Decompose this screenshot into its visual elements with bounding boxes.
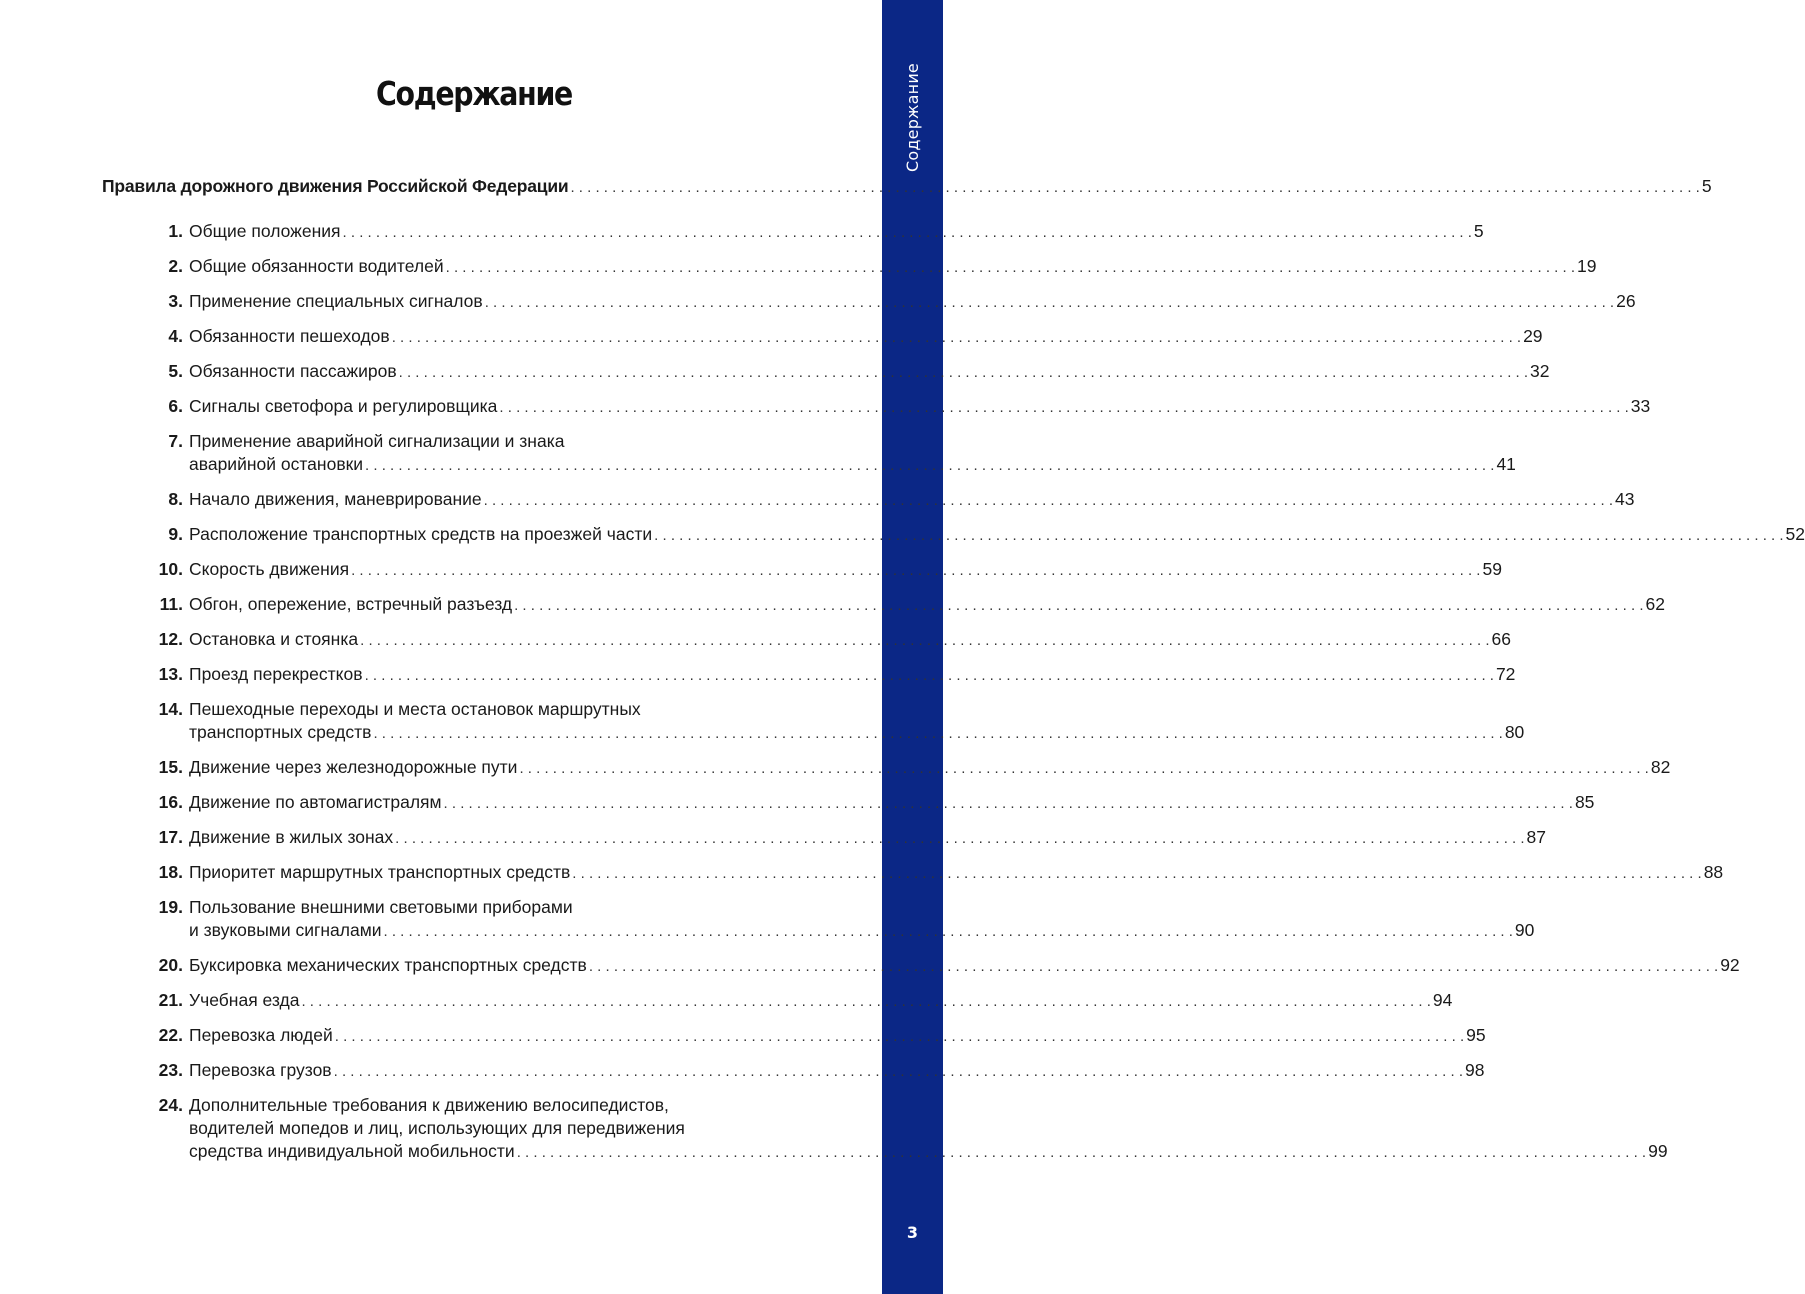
- toc-entry-page: 19: [1577, 256, 1597, 276]
- dot-leader: [301, 992, 1430, 1012]
- toc-entry-number: 22.: [158, 1025, 183, 1045]
- toc-entry-body: [189, 826, 1546, 849]
- toc-entry-page: 62: [1645, 594, 1665, 614]
- toc-entry[interactable]: [150, 1094, 1668, 1163]
- toc-entry-title: Дополнительные требования к движению велосипедистов,: [189, 1095, 669, 1115]
- toc-entry-title: Пользование внешними световыми приборами: [189, 897, 573, 917]
- toc-entry-page: 87: [1526, 827, 1547, 847]
- toc-entry-line: [189, 791, 1594, 814]
- dot-leader: [444, 794, 1573, 814]
- dot-leader: [399, 363, 1528, 383]
- toc-entry-title: Перевозка людей: [189, 1025, 333, 1045]
- toc-entry-number: 10.: [158, 559, 183, 579]
- toc-entry-body: [189, 360, 1550, 383]
- toc-entry-title: Пешеходные переходы и места остановок маршрутных: [189, 699, 641, 719]
- toc-entry-page: 72: [1495, 664, 1516, 684]
- toc-entry-page: 43: [1615, 489, 1635, 509]
- toc-entry-body: [189, 1094, 1668, 1163]
- toc-entry-number: 4.: [168, 326, 183, 346]
- toc-entry-page: 94: [1432, 990, 1453, 1010]
- toc-entry-page: 99: [1648, 1141, 1668, 1161]
- dot-leader: [485, 293, 1614, 313]
- toc-entry[interactable]: [150, 628, 1511, 651]
- dot-leader: [570, 178, 1699, 198]
- toc-entry-line: [189, 1024, 1486, 1047]
- toc-entry-number: 24.: [158, 1095, 183, 1115]
- toc-entry-title: Начало движения, маневрирование: [189, 489, 482, 509]
- toc-entry-number: 17.: [158, 827, 183, 847]
- toc-entry-line: [189, 593, 1665, 616]
- toc-entry[interactable]: [150, 989, 1453, 1012]
- toc-entry-body: [189, 1024, 1486, 1047]
- dot-leader: [373, 724, 1502, 744]
- toc-entry-line: [189, 1059, 1484, 1082]
- toc-entry-title: Проезд перекрестков: [189, 664, 363, 684]
- toc-entry-line: [189, 1140, 1668, 1163]
- toc-entry-title: Скорость движения: [189, 559, 350, 579]
- toc-entry-title: Остановка и стоянка: [189, 629, 359, 649]
- toc-entry-line: [189, 663, 1515, 686]
- toc-entry[interactable]: [150, 430, 1516, 476]
- dot-leader: [484, 491, 1613, 511]
- toc-entry-page: 90: [1514, 920, 1535, 940]
- toc-entry-page: 66: [1491, 629, 1511, 649]
- toc-entry-number: 12.: [158, 629, 183, 649]
- toc-entry-body: [189, 430, 1516, 476]
- toc-entry-number: 7.: [168, 431, 183, 451]
- toc-entry-title: Расположение транспортных средств на проезжей части: [189, 524, 653, 544]
- dot-leader: [519, 759, 1648, 779]
- toc-entry-body: [189, 395, 1650, 418]
- toc-entry-line: [189, 756, 1670, 779]
- toc-entry-title: Общие положения: [189, 221, 341, 241]
- toc-entry[interactable]: [150, 954, 1740, 977]
- dot-leader: [335, 1027, 1464, 1047]
- toc-entry[interactable]: [150, 791, 1595, 814]
- toc-entry-page: 98: [1465, 1060, 1485, 1080]
- toc-entry-page: 85: [1574, 792, 1595, 812]
- toc-entry[interactable]: [150, 558, 1502, 581]
- dot-leader: [334, 1062, 1463, 1082]
- toc-entry-body: [189, 255, 1596, 278]
- toc-entry-line: [189, 430, 1516, 453]
- toc-entry-page: 41: [1496, 454, 1516, 474]
- toc-entry-title: Сигналы светофора и регулировщика: [189, 396, 498, 416]
- toc-entry-title: Обязанности пешеходов: [189, 326, 390, 346]
- toc-entry-title: Применение специальных сигналов: [189, 291, 483, 311]
- toc-entry-number: 19.: [158, 897, 183, 917]
- toc-entry-number: 18.: [158, 862, 183, 882]
- toc-entry-line: [189, 628, 1511, 651]
- toc-entry[interactable]: [150, 395, 1651, 418]
- toc-entry-line: [189, 558, 1502, 581]
- toc-entry[interactable]: [150, 663, 1516, 686]
- toc-entry-title: Применение аварийной сигнализации и знака: [189, 431, 565, 451]
- dot-leader: [365, 456, 1494, 476]
- toc-entry-body: [189, 663, 1515, 686]
- toc-entry[interactable]: [150, 593, 1665, 616]
- toc-entry-line: [189, 989, 1452, 1012]
- toc-entry[interactable]: [150, 1059, 1485, 1082]
- toc-entry-line: [189, 360, 1550, 383]
- toc-entry-line: [189, 826, 1546, 849]
- toc-entry-title: аварийной остановки: [189, 454, 364, 474]
- toc-entry-body: [189, 220, 1484, 243]
- toc-entry-line: [189, 1094, 1668, 1117]
- toc-entry-title: Буксировка механических транспортных средств: [189, 955, 587, 975]
- toc-entry-page: 92: [1720, 955, 1740, 975]
- toc-heading[interactable]: [102, 174, 1712, 198]
- toc-entry[interactable]: [150, 756, 1671, 779]
- dot-leader: [360, 631, 1489, 651]
- dot-leader: [351, 561, 1480, 581]
- toc-entry-page: 29: [1523, 326, 1543, 346]
- dot-leader: [384, 922, 1513, 942]
- toc-entry-body: [189, 523, 1805, 546]
- toc-entry-number: 1.: [168, 221, 183, 241]
- dot-leader: [395, 829, 1524, 849]
- toc-list: [150, 220, 1805, 1175]
- page-number: 3: [906, 1223, 919, 1242]
- dot-leader: [343, 223, 1472, 243]
- toc-entry-body: [189, 593, 1665, 616]
- toc-entry-number: 15.: [158, 757, 183, 777]
- toc-entry-body: [189, 896, 1534, 942]
- page-title: Содержание: [375, 74, 573, 113]
- toc-entry-title: Учебная езда: [189, 990, 300, 1010]
- toc-entry-title: Перевозка грузов: [189, 1060, 332, 1080]
- toc-entry-number: 13.: [158, 664, 183, 684]
- toc-entry-number: 11.: [159, 594, 183, 614]
- toc-entry-number: 3.: [168, 291, 183, 311]
- dot-leader: [572, 864, 1701, 884]
- toc-entry-page: 33: [1630, 396, 1651, 416]
- toc-entry[interactable]: [150, 1024, 1486, 1047]
- toc-entry-title: Обгон, опережение, встречный разъезд: [189, 594, 513, 614]
- toc-entry-number: 2.: [168, 256, 183, 276]
- toc-heading-label: Правила дорожного движения Российской Федерации: [102, 176, 569, 196]
- side-tab-label: [900, 63, 925, 172]
- toc-entry-title: Обязанности пассажиров: [189, 361, 397, 381]
- toc-entry-title: водителей мопедов и лиц, использующих для передвижения: [189, 1118, 685, 1138]
- toc-entry-number: 21.: [158, 990, 183, 1010]
- toc-entry-page: 26: [1616, 291, 1636, 311]
- toc-entry-page: 82: [1650, 757, 1671, 777]
- toc-entry-number: 9.: [168, 524, 183, 544]
- toc-entry-number: 16.: [158, 792, 183, 812]
- toc-entry-body: [189, 698, 1524, 744]
- toc-entry-body: [189, 1059, 1484, 1082]
- toc-entry[interactable]: [150, 325, 1543, 348]
- toc-entry-page: 32: [1530, 361, 1550, 381]
- side-tab-label-text: Содержание: [903, 63, 923, 172]
- dot-leader: [392, 328, 1521, 348]
- toc-entry[interactable]: [150, 523, 1805, 546]
- toc-entry-body: [189, 756, 1670, 779]
- toc-entry-line: [189, 290, 1636, 313]
- toc-entry-title: Движение в жилых зонах: [189, 827, 394, 847]
- toc-entry[interactable]: [150, 290, 1636, 313]
- toc-entry-number: 20.: [158, 955, 183, 975]
- toc-entry-page: 52: [1785, 524, 1805, 544]
- toc-entry-title: и звуковыми сигналами: [189, 920, 382, 940]
- dot-leader: [517, 1143, 1646, 1163]
- toc-entry-line: [189, 453, 1516, 476]
- toc-entry-title: средства индивидуальной мобильности: [189, 1141, 515, 1161]
- toc-entry-line: [189, 488, 1635, 511]
- toc-entry-line: [189, 325, 1543, 348]
- toc-entry-line: [189, 861, 1723, 884]
- toc-entry[interactable]: [150, 488, 1635, 511]
- dot-leader: [499, 398, 1628, 418]
- toc-entry-line: [189, 896, 1534, 919]
- toc-entry-line: [189, 954, 1740, 977]
- toc-entry-body: [189, 325, 1543, 348]
- toc-entry-body: [189, 989, 1452, 1012]
- toc-entry-body: [189, 954, 1740, 977]
- toc-entry-line: [189, 255, 1596, 278]
- dot-leader: [514, 596, 1643, 616]
- toc-entry-line: [189, 1117, 1668, 1140]
- toc-entry-body: [189, 628, 1511, 651]
- toc-entry-line: [189, 919, 1534, 942]
- dot-leader: [589, 957, 1718, 977]
- toc-entry[interactable]: [150, 896, 1535, 942]
- toc-entry-body: [189, 558, 1502, 581]
- toc-entry[interactable]: [150, 220, 1484, 243]
- toc-entry[interactable]: [150, 861, 1724, 884]
- toc-entry-number: 5.: [168, 361, 183, 381]
- toc-heading-page: 5: [1701, 176, 1712, 196]
- toc-entry-title: Приоритет маршрутных транспортных средств: [189, 862, 571, 882]
- toc-entry-line: [189, 698, 1524, 721]
- toc-entry-body: [189, 791, 1594, 814]
- dot-leader: [654, 526, 1783, 546]
- toc-entry[interactable]: [150, 360, 1550, 383]
- toc-entry-title: транспортных средств: [189, 722, 372, 742]
- toc-entry-number: 6.: [168, 396, 183, 416]
- toc-entry-page: 5: [1473, 221, 1484, 241]
- toc-entry-page: 95: [1466, 1025, 1486, 1045]
- dot-leader: [446, 258, 1575, 278]
- toc-entry-body: [189, 861, 1723, 884]
- toc-entry-title: Движение через железнодорожные пути: [189, 757, 518, 777]
- toc-entry-title: Движение по автомагистралям: [189, 792, 442, 812]
- toc-entry[interactable]: [150, 255, 1597, 278]
- toc-entry-number: 23.: [158, 1060, 183, 1080]
- toc-entry-page: 88: [1703, 862, 1724, 882]
- toc-entry-number: 8.: [168, 489, 183, 509]
- toc-entry-line: [189, 220, 1484, 243]
- toc-entry-body: [189, 488, 1635, 511]
- dot-leader: [365, 666, 1494, 686]
- toc-entry-title: Общие обязанности водителей: [189, 256, 444, 276]
- toc-entry-line: [189, 395, 1650, 418]
- toc-entry-page: 59: [1482, 559, 1502, 579]
- toc-entry-body: [189, 290, 1636, 313]
- toc-entry-line: [189, 721, 1524, 744]
- toc-entry-line: [189, 523, 1805, 546]
- toc-entry[interactable]: [150, 698, 1525, 744]
- toc-entry-number: 14.: [158, 699, 183, 719]
- toc-entry-page: 80: [1504, 722, 1525, 742]
- toc-entry[interactable]: [150, 826, 1547, 849]
